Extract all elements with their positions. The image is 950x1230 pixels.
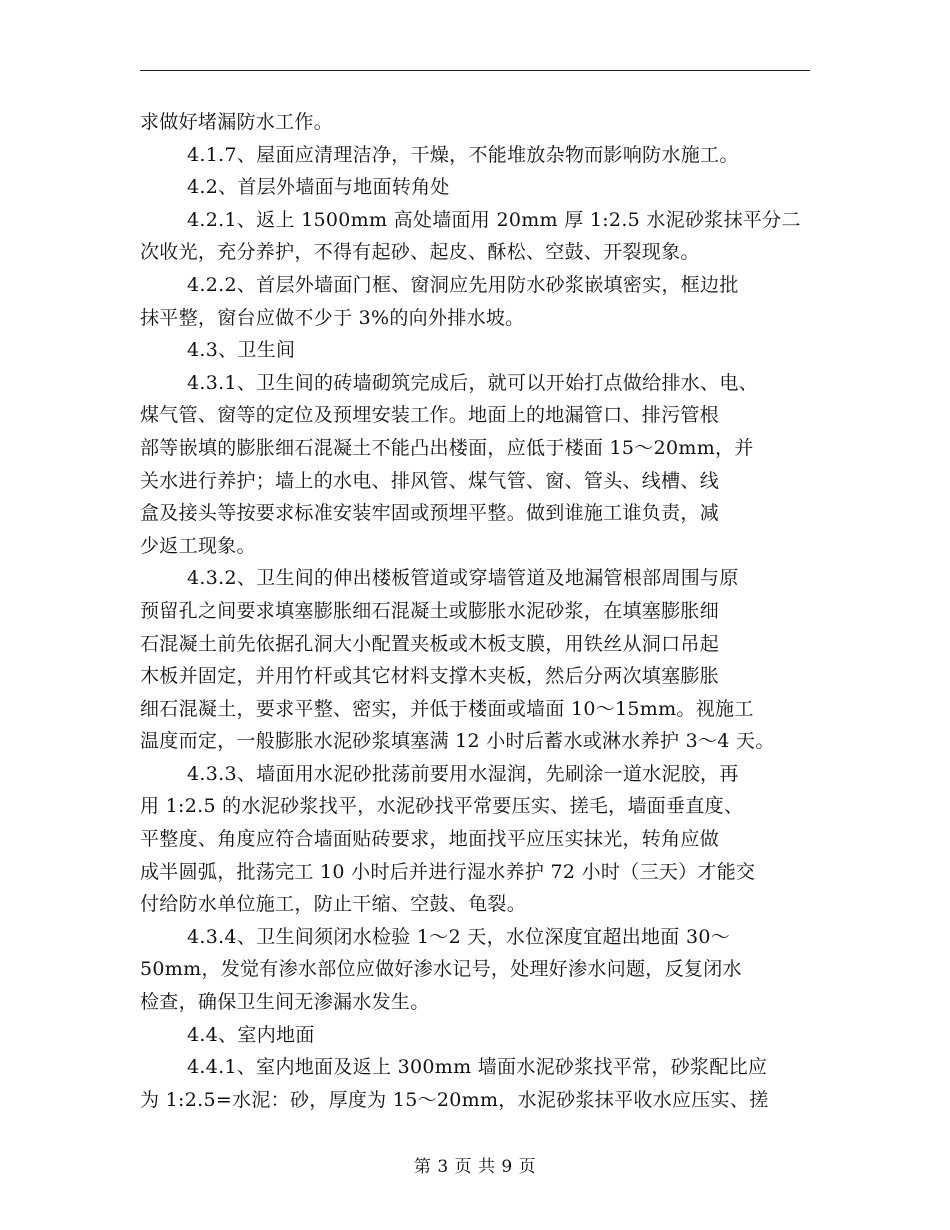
text-line: 关水进行养护；墙上的水电、排风管、煤气管、窗、管头、线槽、线 <box>140 469 720 492</box>
text-line: 4.3.3、墙面用水泥砂批荡前要用水湿润，先刷涂一道水泥胶，再 <box>187 762 739 785</box>
text-line: 部等嵌填的膨胀细石混凝土不能凸出楼面，应低于楼面 15～20mm，并 <box>140 436 754 459</box>
text-line: 4.1.7、屋面应清理洁净，干燥，不能堆放杂物而影响防水施工。 <box>187 143 739 166</box>
text-line: 4.3.2、卫生间的伸出楼板管道或穿墙管道及地漏管根部周围与原 <box>187 567 739 590</box>
text-line: 检查，确保卫生间无渗漏水发生。 <box>140 991 430 1014</box>
text-line: 石混凝土前先依据孔洞大小配置夹板或木板支膜，用铁丝从洞口吊起 <box>140 632 720 655</box>
text-line: 煤气管、窗等的定位及预埋安装工作。地面上的地漏管口、排污管根 <box>140 404 720 427</box>
text-line: 求做好堵漏防水工作。 <box>140 111 334 133</box>
text-line: 4.4、室内地面 <box>187 1023 315 1046</box>
text-line: 为 1:2.5=水泥：砂，厚度为 15～20mm，水泥砂浆抹平收水应压实、搓 <box>140 1088 769 1111</box>
text-line: 细石混凝土，要求平整、密实，并低于楼面或墙面 10～15mm。视施工 <box>140 697 754 720</box>
text-line: 4.3.4、卫生间须闭水检验 1～2 天，水位深度宜超出地面 30～ <box>187 925 731 948</box>
text-line: 成半圆弧，批荡完工 10 小时后并进行湿水养护 72 小时（三天）才能交 <box>140 860 756 883</box>
text-line: 4.2.2、首层外墙面门框、窗洞应先用防水砂浆嵌填密实，框边批 <box>187 273 739 296</box>
page-number: 第 3 页 共 9 页 <box>413 1157 537 1177</box>
text-line: 木板并固定，并用竹杆或其它材料支撑木夹板，然后分两次填塞膨胀 <box>140 665 720 688</box>
text-line: 4.4.1、室内地面及返上 300mm 墙面水泥砂浆找平常，砂浆配比应 <box>187 1056 768 1079</box>
text-line: 次收光，充分养护，不得有起砂、起皮、酥松、空鼓、开裂现象。 <box>140 241 700 264</box>
header-rule <box>140 70 810 71</box>
text-line: 4.2.1、返上 1500mm 高处墙面用 20mm 厚 1:2.5 水泥砂浆抹平分二 <box>187 208 801 231</box>
text-line: 少返工现象。 <box>140 534 256 557</box>
text-line: 4.3、卫生间 <box>187 339 296 362</box>
text-line: 用 1:2.5 的水泥砂浆找平，水泥砂找平常要压实、搓毛，墙面垂直度、 <box>140 795 744 818</box>
text-line: 50mm，发觉有渗水部位应做好渗水记号，处理好渗水问题，反复闭水 <box>140 958 742 981</box>
text-line: 平整度、角度应符合墙面贴砖要求，地面找平应压实抹光，转角应做 <box>140 828 720 851</box>
text-line: 盒及接头等按要求标准安装牢固或预埋平整。做到谁施工谁负责，减 <box>140 502 720 525</box>
text-line: 抹平整，窗台应做不少于 3%的向外排水坡。 <box>140 306 525 329</box>
text-line: 付给防水单位施工，防止干缩、空鼓、龟裂。 <box>140 893 527 916</box>
document-body <box>140 106 820 1116</box>
text-line: 预留孔之间要求填塞膨胀细石混凝土或膨胀水泥砂浆，在填塞膨胀细 <box>140 599 720 622</box>
text-line: 4.3.1、卫生间的砖墙砌筑完成后，就可以开始打点做给排水、电、 <box>187 371 758 394</box>
text-line: 温度而定，一般膨胀水泥砂浆填塞满 12 小时后蓄水或淋水养护 3～4 天。 <box>140 730 775 753</box>
text-line: 4.2、首层外墙面与地面转角处 <box>187 176 450 199</box>
